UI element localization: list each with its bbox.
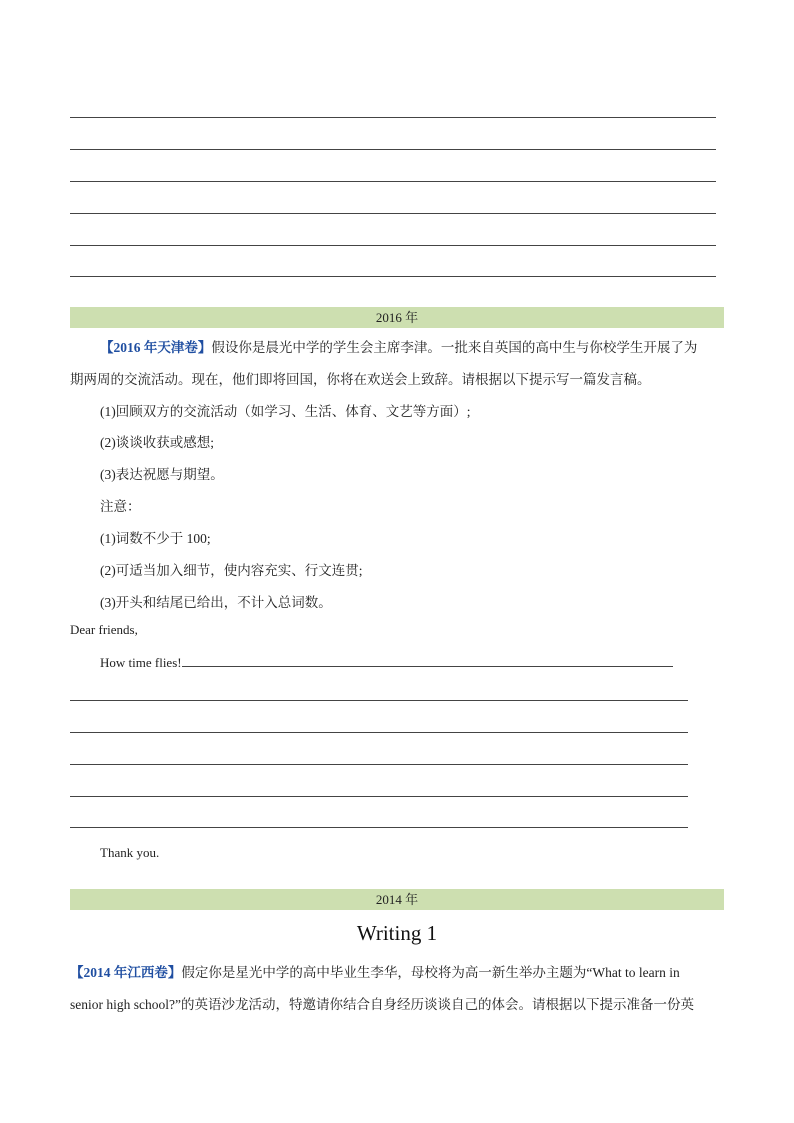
question-intro-line1: 【2014 年江西卷】假定你是星光中学的高中毕业生李华，母校将为高一新生举办主题为“What to learn in — [70, 965, 680, 980]
opening-line: How time flies! — [100, 654, 673, 671]
question-intro-line2: senior high school?”的英语沙龙活动，特邀请你结合自身经历谈谈自己的体会。请根据以下提示准备一份英 — [70, 997, 694, 1012]
writing-line — [70, 181, 716, 182]
answer-line — [70, 827, 688, 828]
notes-title: 注意： — [100, 499, 141, 514]
writing-line — [70, 149, 716, 150]
writing-line — [70, 245, 716, 246]
section-header-2016: 2016 年 — [70, 307, 724, 328]
note-item: (1)词数不少于 100; — [100, 531, 211, 546]
closing: Thank you. — [100, 845, 160, 860]
question-intro-line1: 【2016 年天津卷】假设你是晨光中学的学生会主席李津。一批来自英国的高中生与你校学生开展了为 — [100, 340, 698, 355]
section-header-2014: 2014 年 — [70, 889, 724, 910]
writing-line — [70, 117, 716, 118]
question-intro-line2: 期两周的交流活动。现在，他们即将回国，你将在欢送会上致辞。请根据以下提示写一篇发言稿。 — [70, 372, 651, 387]
prompt-point: (1)回顾双方的交流活动（如学习、生活、体育、文艺等方面）; — [100, 404, 471, 419]
note-item: (2)可适当加入细节，使内容充实、行文连贯; — [100, 563, 363, 578]
writing-line — [70, 276, 716, 277]
answer-line — [70, 764, 688, 765]
answer-blank — [182, 654, 673, 667]
writing-title: Writing 1 — [356, 921, 438, 945]
prompt-point: (3)表达祝愿与期望。 — [100, 467, 224, 482]
prompt-point: (2)谈谈收获或感想; — [100, 435, 214, 450]
answer-line — [70, 796, 688, 797]
salutation: Dear friends, — [70, 622, 138, 637]
source-tag: 【2014 年江西卷】 — [70, 965, 182, 980]
answer-line — [70, 700, 688, 701]
answer-line — [70, 732, 688, 733]
source-tag: 【2016 年天津卷】 — [100, 340, 212, 355]
note-item: (3)开头和结尾已给出，不计入总词数。 — [100, 595, 332, 610]
writing-line — [70, 213, 716, 214]
